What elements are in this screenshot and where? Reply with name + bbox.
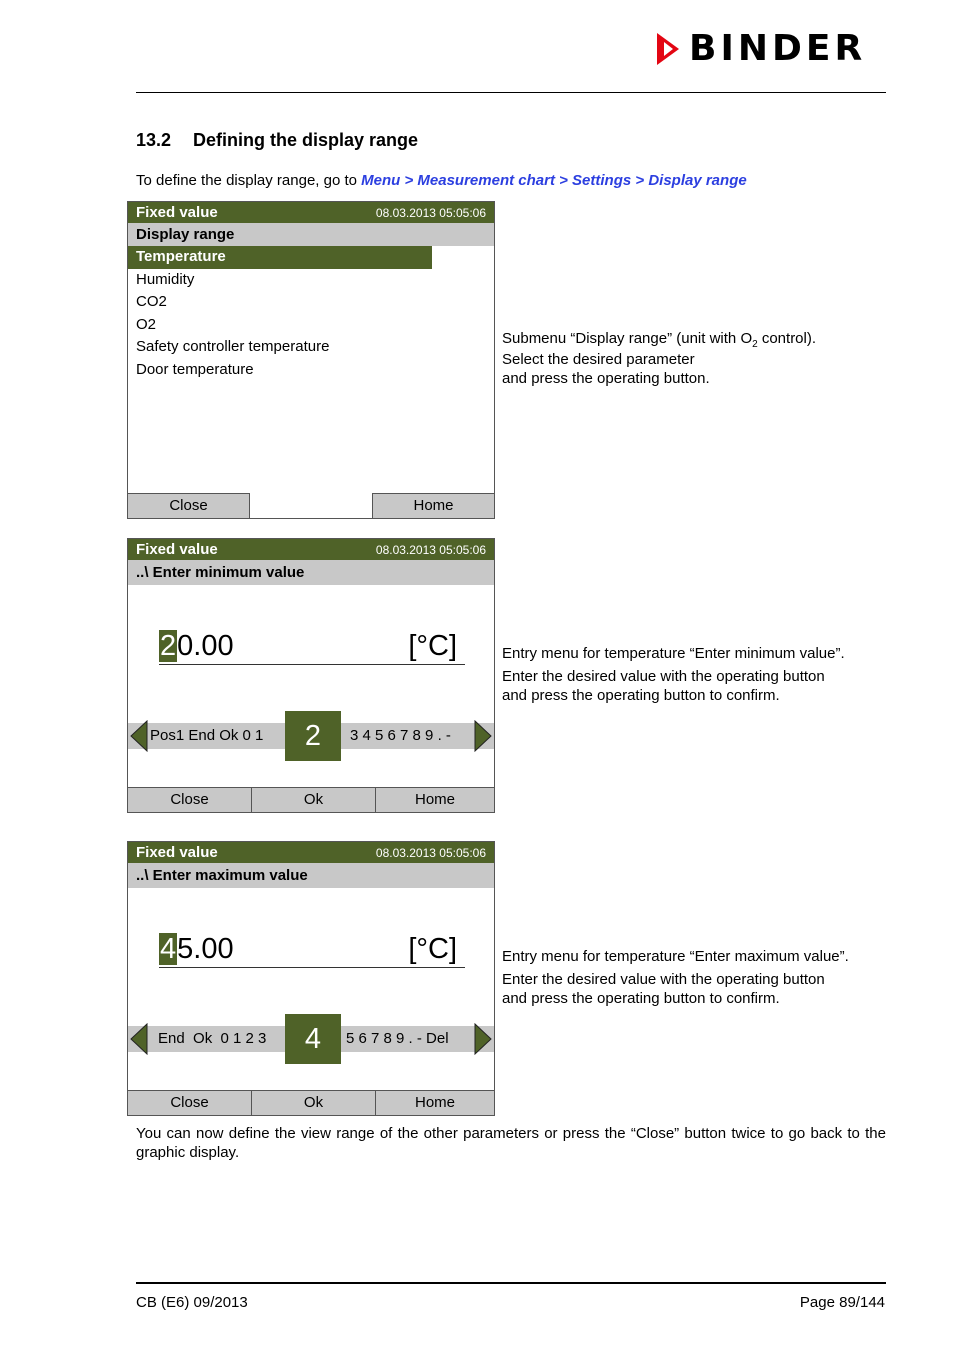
footer-doc-id: CB (E6) 09/2013 [136, 1294, 248, 1311]
screen-datetime: 08.03.2013 05:05:06 [375, 205, 486, 220]
list-item-humidity[interactable]: Humidity [136, 270, 195, 288]
desc-line: Submenu “Display range” (unit with $O_2$ control). [502, 330, 817, 350]
arrow-left-icon[interactable] [130, 1023, 148, 1055]
maximum-value-field[interactable] [159, 931, 465, 968]
picker-selected-char[interactable]: 4 [285, 1014, 341, 1064]
desc-line: and press the operating button to confirm. [502, 990, 780, 1007]
screen-title-bar [128, 842, 494, 863]
arrow-left-icon[interactable] [130, 720, 148, 752]
list-item-safety-controller-temperature[interactable]: Safety controller temperature [136, 338, 330, 355]
desc-line: Select the desired parameter [502, 351, 695, 368]
character-picker[interactable] [128, 1023, 494, 1055]
enter-maximum-screen [127, 841, 495, 1116]
intro-prefix: To define the display range, go to [136, 172, 362, 189]
desc-line: Entry menu for temperature “Enter maximum value”. [502, 948, 849, 965]
desc-line: and press the operating button. [502, 370, 710, 387]
brand-name: BINDER [689, 28, 867, 69]
screen-title-bar [128, 539, 494, 560]
button-bar [128, 1090, 494, 1115]
screen3-description [502, 946, 849, 1009]
desc-line: Enter the desired value with the operating button [502, 971, 825, 988]
section-title: Defining the display range [193, 130, 419, 150]
character-picker[interactable] [128, 720, 494, 752]
parameter-list [128, 246, 494, 381]
close-button[interactable]: Close [128, 1090, 252, 1115]
arrow-right-icon[interactable] [474, 720, 492, 752]
value-rest: 5.00 [177, 933, 234, 965]
list-item-temperature[interactable]: Temperature [128, 246, 432, 269]
section-heading [136, 130, 418, 151]
unit-label: [°C] [408, 933, 457, 965]
header-rule [136, 92, 886, 93]
screen-datetime: 08.03.2013 05:05:06 [375, 542, 486, 557]
button-bar [128, 787, 494, 812]
footer-rule [136, 1282, 886, 1284]
display-range-screen [127, 201, 495, 519]
desc-line: Entry menu for temperature “Enter minimum value”. [502, 645, 845, 662]
home-button[interactable]: Home [372, 493, 494, 518]
section-number: 13.2 [136, 130, 172, 150]
ok-button[interactable]: Ok [252, 1090, 376, 1115]
cursor-digit: 4 [160, 933, 177, 965]
enter-minimum-screen [127, 538, 495, 813]
screen-title: Fixed value [136, 204, 218, 221]
desc-line: Enter the desired value with the operating button [502, 668, 825, 685]
close-button[interactable]: Close [128, 493, 250, 518]
value-rest: 0.00 [177, 630, 234, 662]
binder-logo-arrow-icon [655, 31, 683, 67]
picker-right-chars: 5 6 7 8 9 . - Del [346, 1030, 449, 1047]
minimum-value-field[interactable] [159, 628, 465, 665]
screen-subtitle: Display range [128, 223, 494, 246]
closing-paragraph: You can now define the view range of the other parameters or press the “Close” button twice to go back to the graphic display. [136, 1125, 886, 1161]
list-item-o2[interactable]: O2 [136, 315, 157, 333]
screen-subtitle: ..\ Enter maximum value [128, 863, 494, 888]
screen-title-bar [128, 202, 494, 223]
screen2-description [502, 643, 845, 706]
button-bar [128, 493, 494, 518]
button-bar-gap [250, 493, 372, 518]
home-button[interactable]: Home [376, 787, 494, 812]
screen-datetime: 08.03.2013 05:05:06 [375, 845, 486, 860]
screen-title: Fixed value [136, 844, 218, 861]
ok-button[interactable]: Ok [252, 787, 376, 812]
screen-subtitle: ..\ Enter minimum value [128, 560, 494, 585]
picker-left-chars: Pos1 End Ok 0 1 [150, 727, 264, 744]
unit-label: [°C] [408, 630, 457, 662]
footer-page-number: Page 89/144 [799, 1294, 885, 1311]
picker-selected-char[interactable]: 2 [285, 711, 341, 761]
list-item-door-temperature[interactable]: Door temperature [136, 360, 254, 378]
arrow-right-icon[interactable] [474, 1023, 492, 1055]
cursor-digit: 2 [160, 630, 177, 662]
screen-title: Fixed value [136, 541, 218, 558]
binder-logo [655, 30, 866, 68]
picker-left-chars: End Ok 0 1 2 3 [158, 1030, 267, 1047]
picker-right-chars: 3 4 5 6 7 8 9 . - [350, 727, 451, 744]
home-button[interactable]: Home [376, 1090, 494, 1115]
intro-text [136, 172, 747, 189]
menu-path: Menu > Measurement chart > Settings > Display range [361, 172, 747, 189]
close-button[interactable]: Close [128, 787, 252, 812]
list-item-co2[interactable]: CO2 [136, 293, 167, 310]
screen1-description [502, 328, 816, 389]
desc-line: and press the operating button to confirm. [502, 687, 780, 704]
